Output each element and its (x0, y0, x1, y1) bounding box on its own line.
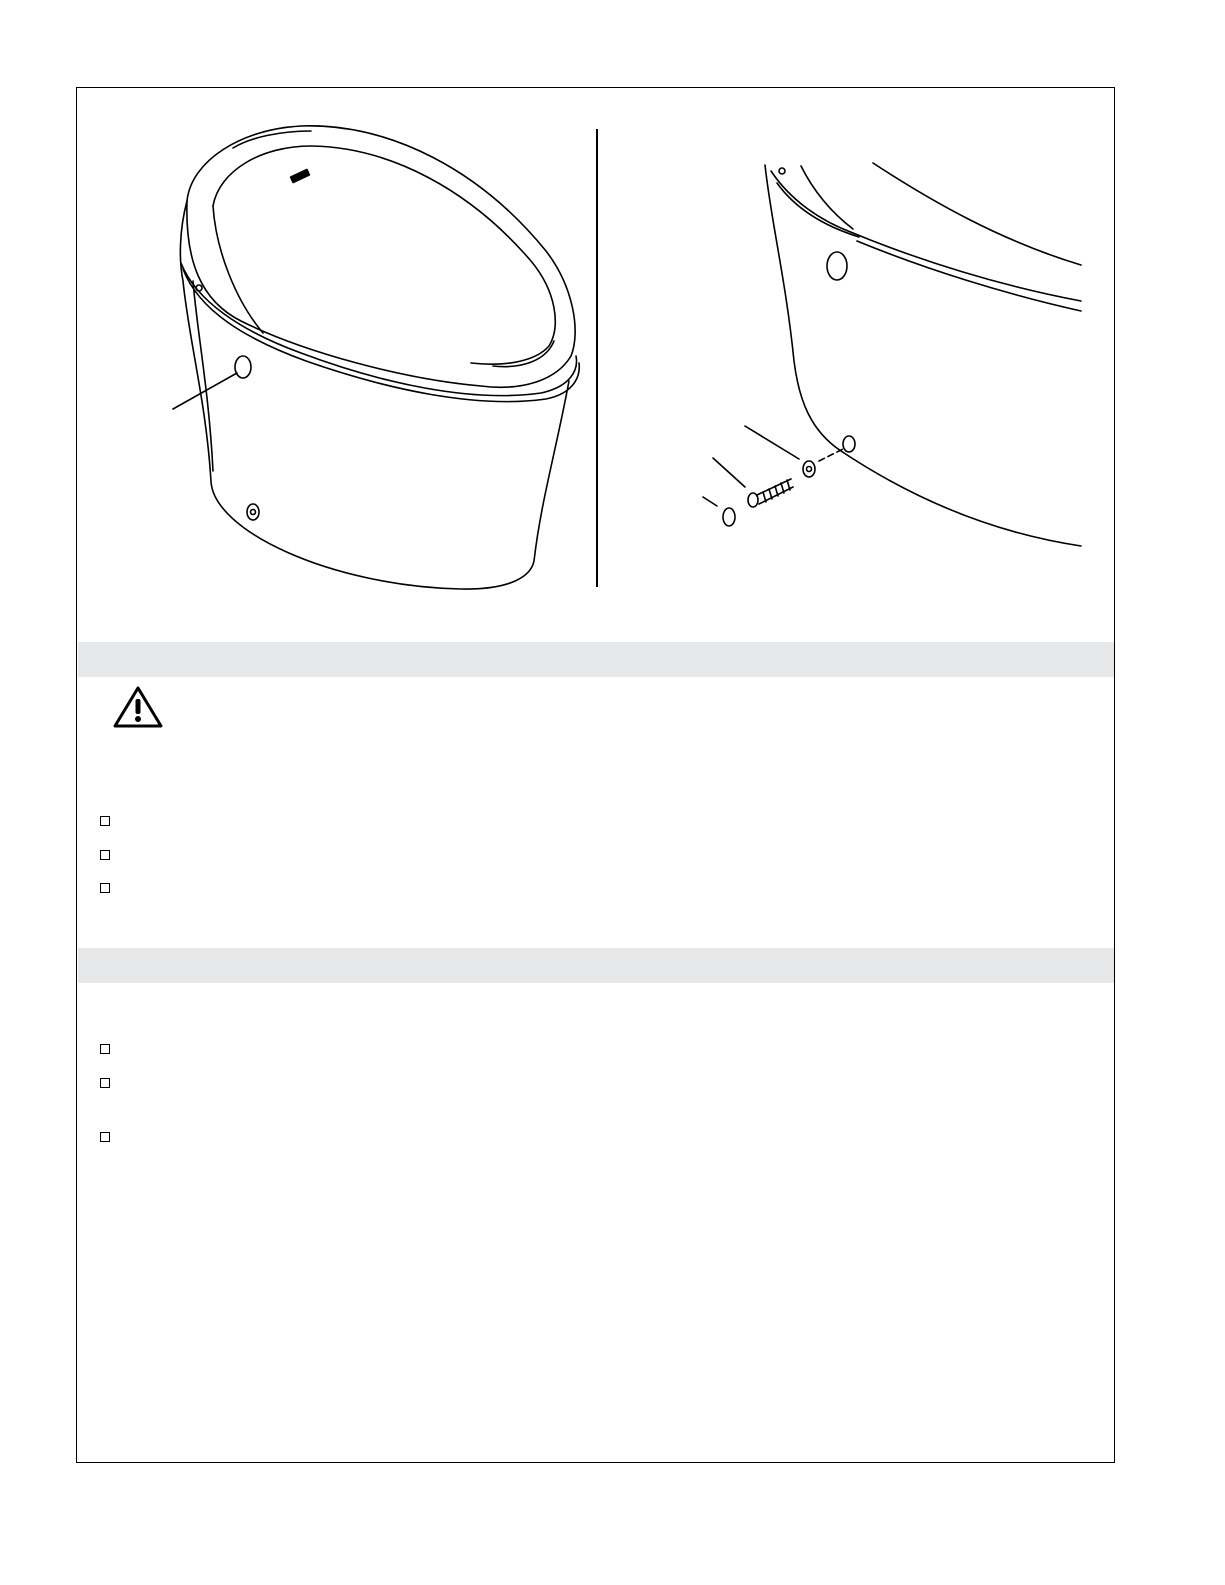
screw-part (748, 479, 793, 507)
checklist-box[interactable] (100, 1132, 110, 1142)
cap-part (723, 508, 735, 526)
toilet-illustration-detail (77, 88, 1113, 638)
checklist-box[interactable] (100, 883, 110, 893)
warning-triangle-icon (112, 684, 164, 730)
checklist-box[interactable] (100, 1044, 110, 1054)
section-2-header (78, 948, 1114, 983)
detail-mount-hole (843, 436, 855, 452)
washer-part (803, 461, 815, 477)
checklist-box[interactable] (100, 850, 110, 860)
detail-side-hole (827, 252, 847, 280)
section-1-header (78, 642, 1114, 677)
page-frame (76, 87, 1115, 1463)
checklist-box[interactable] (100, 816, 110, 826)
checklist-box[interactable] (100, 1078, 110, 1088)
